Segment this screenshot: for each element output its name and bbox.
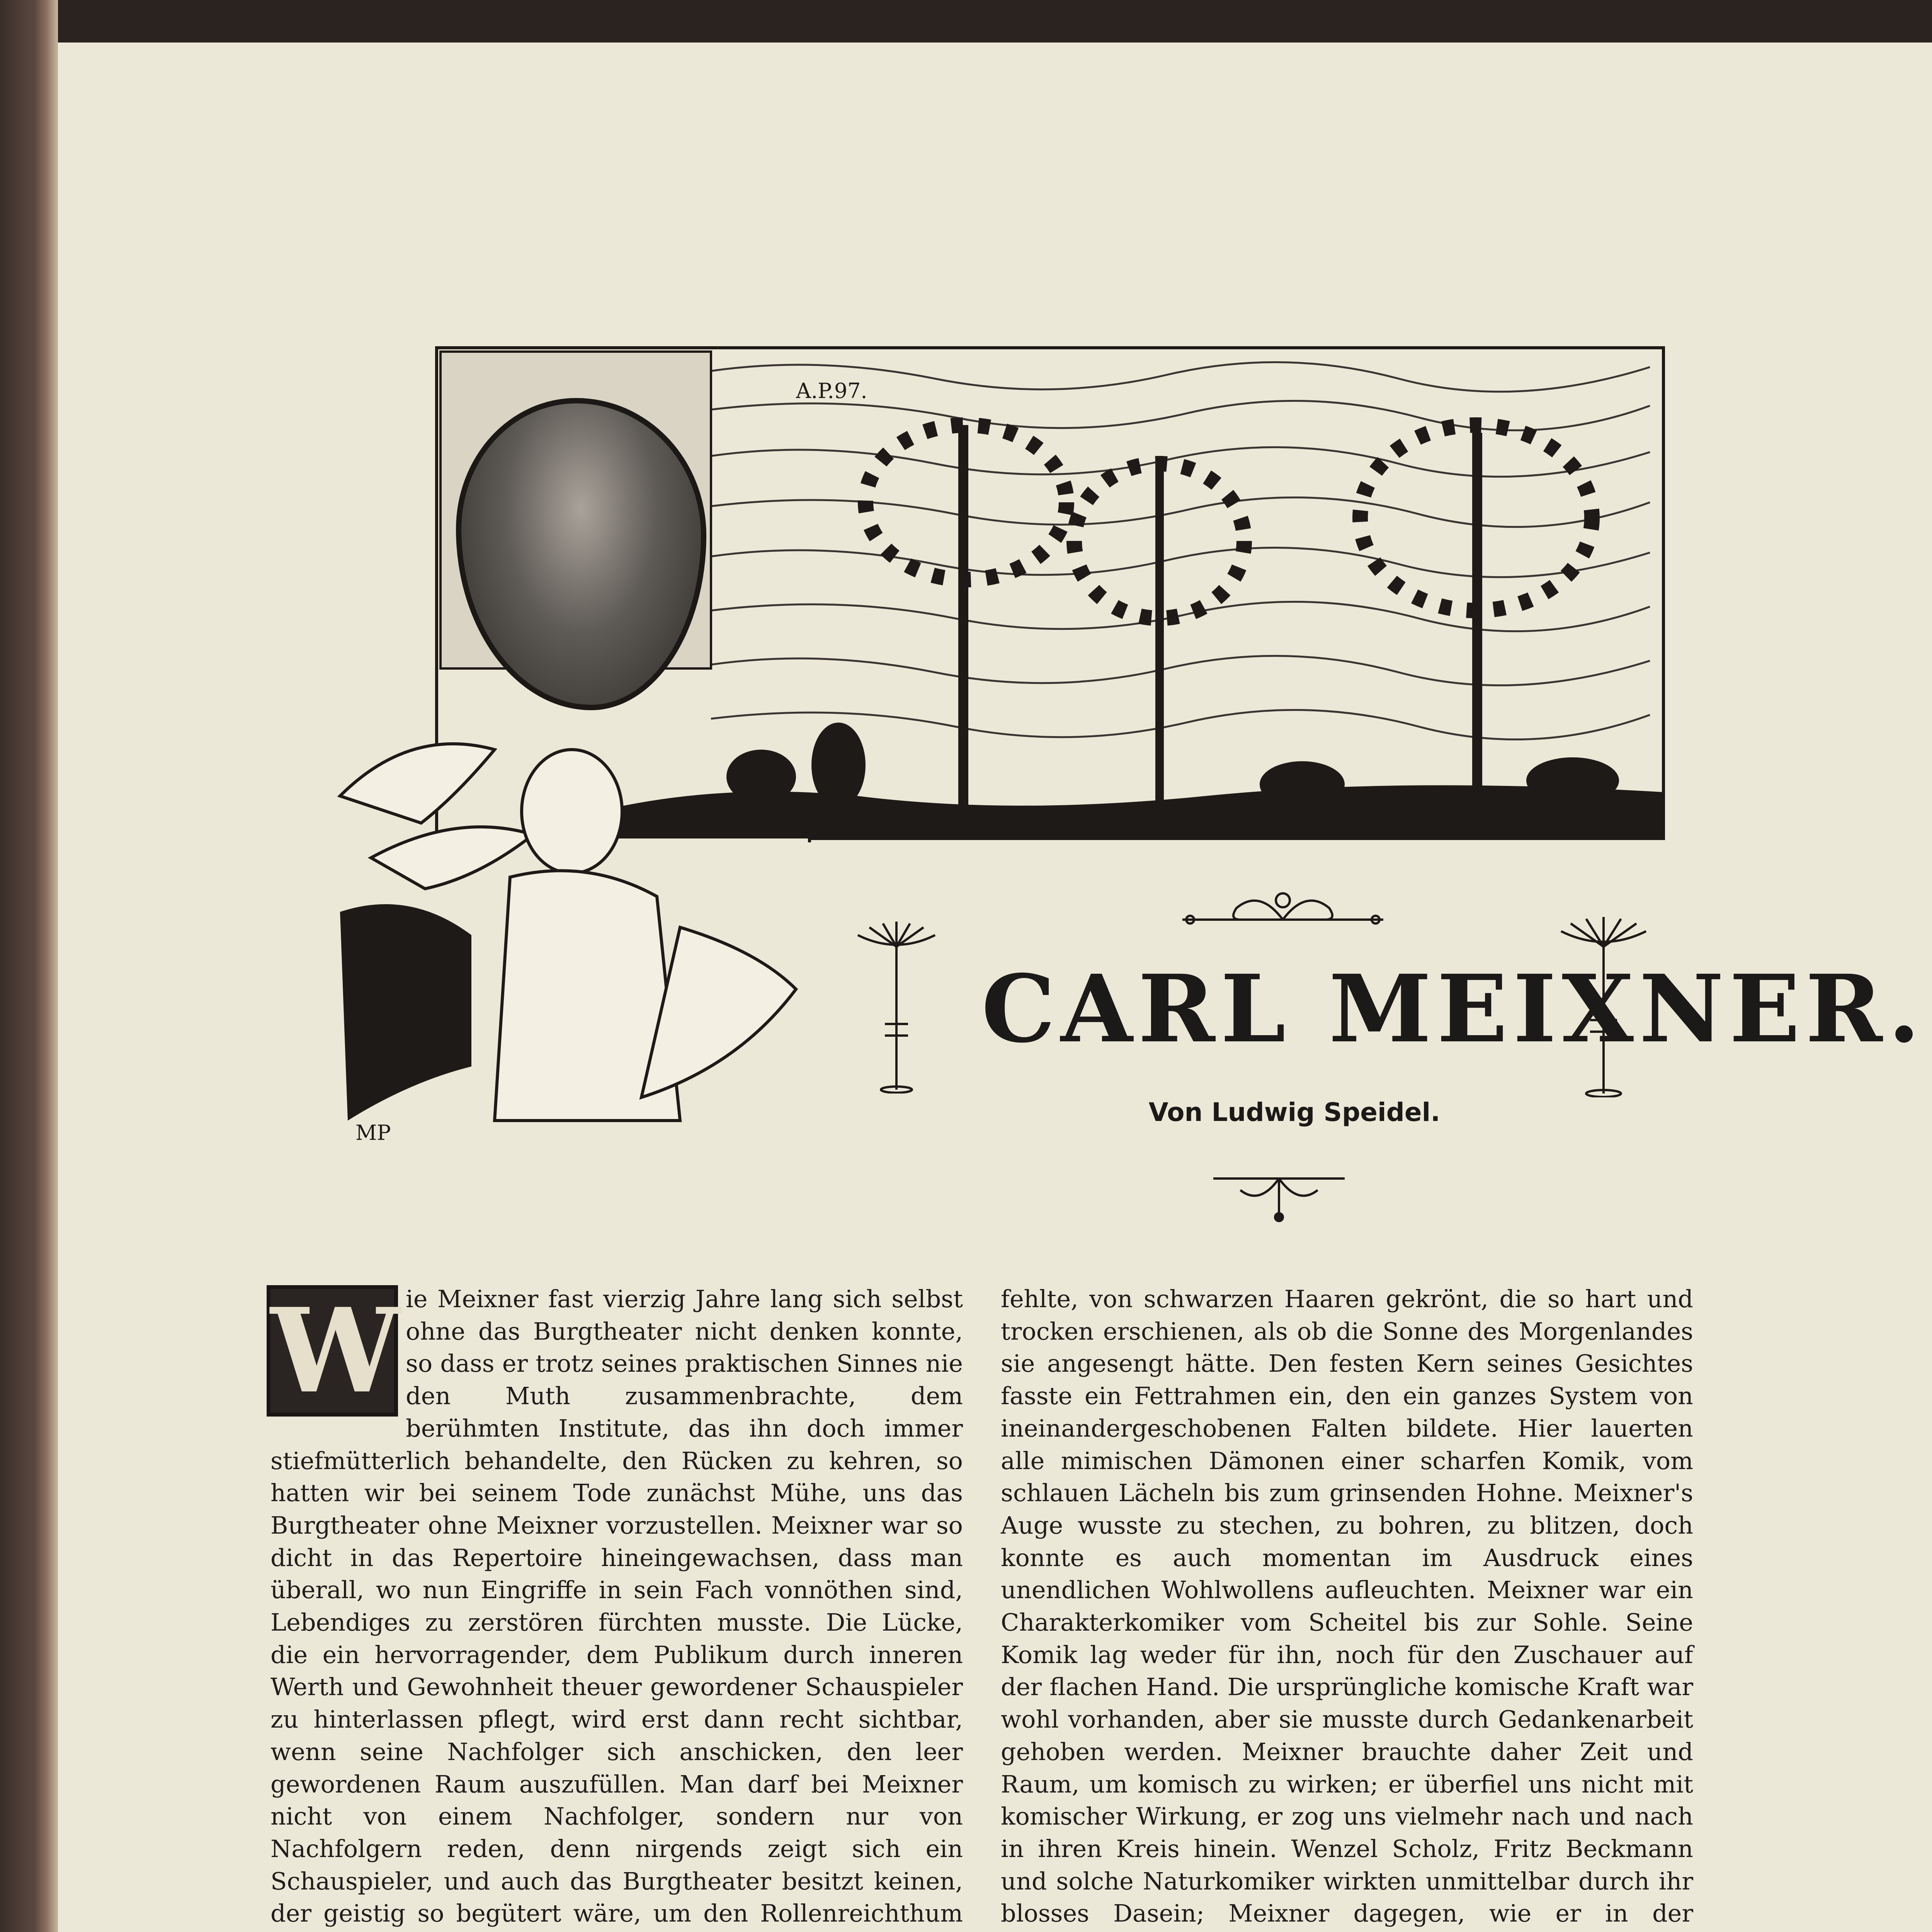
article-title: CARL MEIXNER. <box>981 954 1926 1063</box>
artist-signature-left: MP <box>355 1121 391 1145</box>
scroll-ornament-bottom <box>1206 1163 1352 1225</box>
angel-figure <box>294 696 835 1151</box>
paragraph: ie Meixner fast vierzig Jahre lang sich selbst ohne das Burgtheater nicht denken konnte, so dass er trotz seines praktischen Sinnes nie den Muth zusammenbrachte, dem berühmten Institute, das ihn doch immer stiefmütterlich behandelte, den Rücken zu kehren, so hatten wir bei seinem Tode zunächst Mühe, uns das Burgtheater ohne Meixner vorzustellen. Meixner war so dicht in das Repertoire hineingewachsen, dass man überall, wo nun Eingriffe in sein Fach vonnöthen sind, Lebendiges zu zerstören fürchten musste. Die Lücke, die ein hervorragender, dem Publikum durch inneren Werth und Gewohnheit theuer gewordener Schauspieler zu hinterlassen pflegt, wird erst dann recht sichtbar, wenn seine Nachfolger sich anschicken, den leer gewordenen Raum auszufüllen. Man darf bei Meixner nicht von einem Nachfolger, sondern nur von Nachfolgern reden, denn nirgends zeigt sich ein Schauspieler, und auch das Burgtheater besitzt keinen, der geistig so begütert wäre, um den Rollenreichthum <box>270 1285 963 1928</box>
drop-cap: W <box>267 1285 398 1417</box>
article-column-right <box>1001 1283 1693 1932</box>
book-left-edge <box>0 0 58 1932</box>
article-byline: Von Ludwig Speidel. <box>1148 1097 1440 1127</box>
artist-signature-top: A.P.97. <box>796 379 867 403</box>
scroll-ornament-top <box>1175 877 1391 931</box>
article-column-left <box>270 1283 963 1932</box>
palm-ornament-left <box>846 920 947 1094</box>
paragraph: fehlte, von schwarzen Haaren gekrönt, die so hart und trocken erschienen, als ob die Sonne des Morgenlandes sie angesengt hätte. Den festen Kern seines Gesichtes fasste ein Fettrahmen ein, den ein ganzes System von ineinandergeschobenen Falten bildete. Hier lauerten alle mimischen Dämonen einer scharfen Komik, vom schlauen Lächeln bis zum grinsenden Hohne. Meixner's Auge wusste zu stechen, zu bohren, zu blitzen, doch konnte es auch momentan im Ausdruck eines unendlichen Wohlwollens aufleuchten. Meixner war ein Charakterkomiker vom Scheitel bis zur Sohle. Seine Komik lag weder für ihn, noch für den Zuschauer auf der flachen Hand. Die ursprüngliche komische Kraft war wohl vorhanden, aber sie musste durch Gedankenarbeit gehoben werden. Meixner brauchte daher Zeit und Raum, um komisch zu wirken; er überfiel uns nicht mit komischer Wirkung, er zog uns vielmehr nach und nach in ihren Kreis hinein. Wenzel Scholz, Fritz Beckmann und solche Naturkomiker wirkten unmittelbar durch ihr blosses Dasein; Meixner dagegen, wie er in der <box>1001 1285 1693 1928</box>
